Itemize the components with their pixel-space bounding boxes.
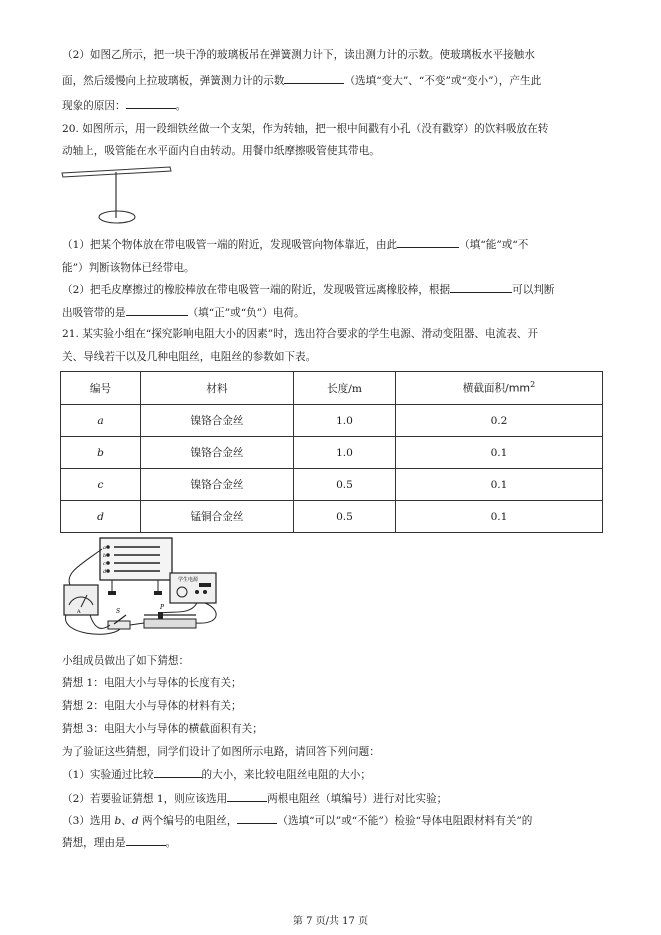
q20-text: （填“正”或“负”）电荷。 (187, 307, 305, 319)
q20-text: （填“能”或“不 (459, 239, 529, 251)
header-area-unit-exp: 2 (530, 380, 536, 390)
straw-stand-figure (60, 166, 180, 232)
rheostat (144, 619, 196, 628)
label-c: c (103, 561, 106, 567)
q20-stem-line1: 20. 如图所示，用一段细铁丝做一个支架，作为转轴，把一根中间戳有小孔（没有戳穿）的饮料吸放在转 (62, 123, 549, 135)
q20-stem-line2: 动轴上，吸管能在水平面内自由转动。用餐巾纸摩擦吸管使其带电。 (62, 145, 380, 157)
q21-part3-line1 (62, 811, 607, 831)
terminal-icon (106, 569, 110, 573)
switch (108, 621, 130, 629)
guess-intro: 小组成员做出了如下猜想： (62, 655, 190, 667)
terminal-icon (106, 553, 110, 557)
q21-text: 的大小，来比较电阻丝电阻的大小； (201, 769, 371, 781)
header-length: 长度/m (294, 372, 396, 405)
cell-material: 镍铬合金丝 (141, 405, 294, 437)
table-row (61, 437, 603, 469)
q21-text: 。 (165, 837, 177, 849)
header-area-unit: mm (508, 381, 531, 395)
q20-part1-line2: 能”）判断该物体已经带电。 (62, 262, 195, 274)
answer-blank[interactable] (237, 811, 277, 824)
switch-label: S (116, 608, 121, 615)
header-area (396, 372, 603, 405)
guess-2: 猜想 2：电阻大小与导体的材料有关； (62, 700, 242, 712)
header-id: 编号 (61, 372, 141, 405)
q20-text: （1）把某个物体放在带电吸管一端的附近，发现吸管向物体靠近，由此 (62, 239, 398, 251)
table-header-row (61, 372, 603, 405)
answer-blank[interactable] (126, 96, 176, 109)
cell-length: 0.5 (294, 469, 396, 501)
cell-id: b (61, 437, 141, 469)
terminal-icon (106, 545, 110, 549)
answer-blank[interactable] (126, 303, 188, 316)
cell-id: d (61, 501, 141, 533)
q21-text: d (131, 815, 139, 827)
q19-text: 现象的原因： (62, 100, 126, 112)
q19-part2-line3 (62, 96, 607, 116)
q21-text: （选填“可以”或“不能”）检验“导体电阻跟材料有关”的 (277, 815, 533, 827)
cell-length: 1.0 (294, 405, 396, 437)
power-supply-label: 学生电源 (178, 577, 199, 583)
q21-stem-line1: 21. 某实验小组在“探究影响电阻大小的因素”时，选出符合要求的学生电源、滑动变阻器、电流表、开 (62, 328, 538, 340)
answer-blank[interactable] (450, 280, 512, 293)
q20-text: 可以判断 (512, 284, 555, 296)
wire-base (99, 211, 135, 223)
q20-part2-line2 (62, 303, 607, 323)
ammeter (64, 585, 98, 615)
guess-3: 猜想 3：电阻大小与导体的横截面积有关； (62, 723, 263, 735)
answer-blank[interactable] (227, 789, 267, 802)
cell-length: 1.0 (294, 437, 396, 469)
q21-part3-line2 (62, 833, 607, 853)
clip-icon (154, 591, 162, 595)
cell-id: c (61, 469, 141, 501)
cell-length: 0.5 (294, 501, 396, 533)
table-row (61, 469, 603, 501)
table-row (61, 405, 603, 437)
q20-text: 出吸管带的是 (62, 307, 126, 319)
q20-part1-line1 (62, 235, 607, 255)
q19-text: 。 (175, 100, 187, 112)
answer-blank[interactable] (397, 235, 459, 248)
header-material: 材料 (141, 372, 294, 405)
answer-blank[interactable] (284, 71, 344, 84)
q21-part1 (62, 765, 607, 785)
q20-part2-line1 (62, 280, 607, 300)
page-footer: 第 7 页/共 17 页 (292, 916, 369, 927)
resistance-wire-table (60, 371, 603, 533)
q21-stem-line2: 关、导线若干以及几种电阻丝，电阻丝的参数如下表。 (62, 351, 317, 363)
label-b: b (103, 553, 107, 559)
cell-area: 0.1 (396, 501, 603, 533)
cell-area: 0.1 (396, 469, 603, 501)
ammeter-label: A (77, 609, 81, 615)
guess-1: 猜想 1：电阻大小与导体的长度有关； (62, 677, 242, 689)
q21-text: 猜想，理由是 (62, 837, 126, 849)
q21-text: （1）实验通过比较 (62, 769, 154, 781)
q21-text: 两根电阻丝（填编号）进行对比实验； (267, 793, 448, 805)
terminal-icon (106, 561, 110, 565)
circuit-figure (60, 535, 240, 645)
terminal-icon (195, 590, 199, 594)
q19-text: （选填“变大”、“不变”或“变小”），产生此 (344, 75, 542, 87)
q21-text: （2）若要验证猜想 1，则应该选用 (62, 793, 228, 805)
header-area-label: 横截面积/ (462, 382, 509, 395)
cell-material: 镍铬合金丝 (141, 437, 294, 469)
q21-text: （3）选用 (62, 815, 115, 827)
q21-text: 两个编号的电阻丝， (138, 815, 238, 827)
cell-id: a (61, 405, 141, 437)
label-d: d (103, 569, 107, 575)
answer-blank[interactable] (154, 765, 202, 778)
cell-material: 镍铬合金丝 (141, 469, 294, 501)
q19-text: 面，然后缓慢向上拉玻璃板，弹簧测力计的示数 (62, 75, 285, 87)
q21-text: 、 (121, 815, 132, 827)
terminal-icon (203, 590, 207, 594)
q19-part2-line1: （2）如图乙所示，把一块干净的玻璃板吊在弹簧测力计下，读出测力计的示数。使玻璃板水平接触水 (62, 49, 535, 61)
resistance-board (100, 538, 172, 580)
clip-icon (108, 591, 116, 595)
verify-intro: 为了验证这些猜想，同学们设计了如图所示电路，请回答下列问题： (62, 746, 380, 758)
q20-text: （2）把毛皮摩擦过的橡胶棒放在带电吸管一端的附近，发现吸管远离橡胶棒，根据 (62, 284, 451, 296)
q21-text: b (114, 815, 122, 827)
q19-part2-line2 (62, 71, 607, 91)
cell-area: 0.2 (396, 405, 603, 437)
slider-label: P (160, 604, 165, 611)
label-a: a (103, 545, 106, 551)
answer-blank[interactable] (126, 833, 166, 846)
cell-material: 锰铜合金丝 (141, 501, 294, 533)
table-row (61, 501, 603, 533)
cell-area: 0.1 (396, 437, 603, 469)
q21-part2 (62, 789, 607, 809)
